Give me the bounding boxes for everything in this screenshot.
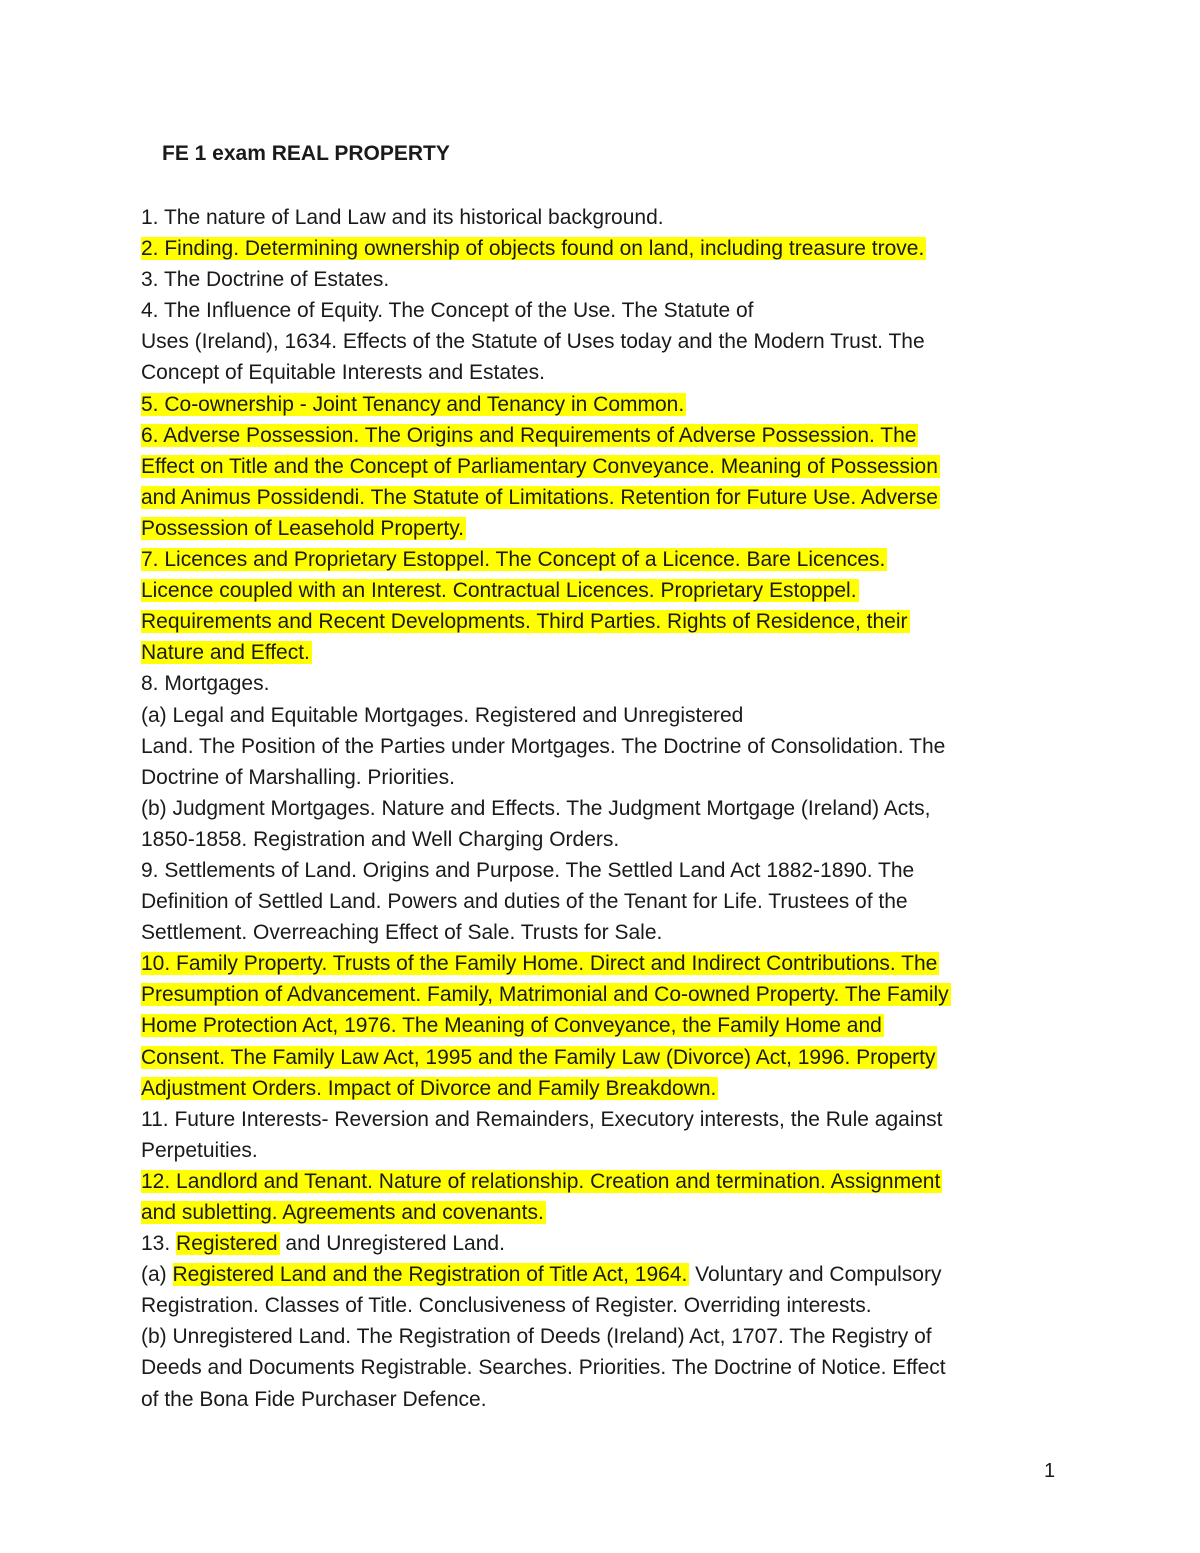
text-line — [141, 357, 1061, 388]
text-segment: Deeds and Documents Registrable. Searches. Priorities. The Doctrine of Notice. Effect — [141, 1356, 946, 1380]
text-segment: 11. Future Interests- Reversion and Remainders, Executory interests, the Rule against — [141, 1107, 943, 1131]
text-segment: Uses (Ireland), 1634. Effects of the Statute of Uses today and the Modern Trust. The — [141, 330, 925, 354]
highlighted-text: Registered Land and the Registration of Title Act, 1964. — [172, 1263, 688, 1287]
text-line — [141, 855, 1061, 886]
text-line — [141, 202, 1061, 233]
highlighted-text: 6. Adverse Possession. The Origins and Requirements of Adverse Possession. The — [141, 423, 917, 447]
text-line — [141, 1259, 1061, 1290]
highlighted-text: 7. Licences and Proprietary Estoppel. The Concept of a Licence. Bare Licences. — [141, 548, 886, 572]
text-segment: 9. Settlements of Land. Origins and Purpose. The Settled Land Act 1882-1890. The — [141, 858, 915, 882]
text-line — [141, 295, 1061, 326]
highlighted-text: Presumption of Advancement. Family, Matrimonial and Co-owned Property. The Family — [141, 983, 949, 1007]
text-segment: (b) Judgment Mortgages. Nature and Effects. The Judgment Mortgage (Ireland) Acts, — [141, 796, 931, 820]
text-line — [141, 824, 1061, 855]
highlighted-text: Effect on Title and the Concept of Parliamentary Conveyance. Meaning of Possession — [141, 454, 938, 478]
highlighted-text: 2. Finding. Determining ownership of objects found on land, including treasure trove. — [141, 237, 925, 261]
text-segment: 4. The Influence of Equity. The Concept of the Use. The Statute of — [141, 299, 754, 323]
text-line — [141, 1166, 1061, 1197]
text-segment: (a) — [141, 1263, 173, 1287]
text-line — [141, 793, 1061, 824]
text-segment: Perpetuities. — [141, 1138, 258, 1162]
text-segment: Definition of Settled Land. Powers and duties of the Tenant for Life. Trustees of the — [141, 890, 908, 914]
text-line — [141, 1290, 1061, 1321]
text-segment: Registration. Classes of Title. Conclusiveness of Register. Overriding interests. — [141, 1294, 872, 1318]
text-line — [141, 451, 1061, 482]
text-line — [141, 233, 1061, 264]
text-line — [141, 544, 1061, 575]
text-line — [141, 1010, 1061, 1041]
text-line — [141, 1384, 1061, 1415]
text-segment: (a) Legal and Equitable Mortgages. Registered and Unregistered — [141, 703, 744, 727]
text-segment: 13. — [141, 1232, 177, 1256]
highlighted-text: Home Protection Act, 1976. The Meaning of Conveyance, the Family Home and — [141, 1014, 882, 1038]
text-segment: Settlement. Overreaching Effect of Sale. Trusts for Sale. — [141, 921, 663, 945]
text-line — [141, 264, 1061, 295]
text-line — [141, 1228, 1061, 1259]
text-line — [141, 575, 1061, 606]
text-segment: Land. The Position of the Parties under Mortgages. The Doctrine of Consolidation. The — [141, 734, 946, 758]
highlighted-text: and Animus Possidendi. The Statute of Limitations. Retention for Future Use. Adverse — [141, 485, 938, 509]
text-line — [141, 326, 1061, 357]
highlighted-text: Nature and Effect. — [141, 641, 310, 665]
text-line — [141, 606, 1061, 637]
text-line — [141, 637, 1061, 668]
text-segment: 3. The Doctrine of Estates. — [141, 268, 390, 292]
text-line — [141, 762, 1061, 793]
text-line — [141, 886, 1061, 917]
text-segment: (b) Unregistered Land. The Registration of Deeds (Ireland) Act, 1707. The Registry of — [141, 1325, 932, 1349]
text-line — [141, 1352, 1061, 1383]
text-line — [141, 731, 1061, 762]
document-body — [141, 202, 1061, 1415]
text-line — [141, 420, 1061, 451]
highlighted-text: 12. Landlord and Tenant. Nature of relationship. Creation and termination. Assignment — [141, 1169, 941, 1193]
page-number: 1 — [1044, 1460, 1056, 1482]
text-line — [141, 1197, 1061, 1228]
highlighted-text: Registered — [176, 1232, 278, 1256]
text-line — [141, 948, 1061, 979]
highlighted-text: Adjustment Orders. Impact of Divorce and Family Breakdown. — [141, 1076, 717, 1100]
text-segment: 8. Mortgages. — [141, 672, 270, 696]
text-line — [141, 1104, 1061, 1135]
highlighted-text: Consent. The Family Law Act, 1995 and the Family Law (Divorce) Act, 1996. Property — [141, 1045, 936, 1069]
text-line — [141, 1073, 1061, 1104]
document-title: FE 1 exam REAL PROPERTY — [162, 142, 450, 165]
text-segment: Voluntary and Compulsory — [689, 1263, 942, 1287]
highlighted-text: 5. Co-ownership - Joint Tenancy and Tenancy in Common. — [141, 392, 685, 416]
highlighted-text: Licence coupled with an Interest. Contractual Licences. Proprietary Estoppel. — [141, 579, 857, 603]
highlighted-text: and subletting. Agreements and covenants. — [141, 1201, 544, 1224]
text-line — [141, 1135, 1061, 1166]
highlighted-text: Possession of Leasehold Property. — [141, 516, 464, 540]
text-segment: 1. The nature of Land Law and its historical background. — [141, 206, 664, 229]
highlighted-text: Requirements and Recent Developments. Third Parties. Rights of Residence, their — [141, 610, 908, 634]
text-line — [141, 668, 1061, 699]
text-line — [141, 1042, 1061, 1073]
text-segment: 1850-1858. Registration and Well Charging Orders. — [141, 827, 620, 851]
text-segment: Doctrine of Marshalling. Priorities. — [141, 765, 455, 789]
text-line — [141, 979, 1061, 1010]
text-line — [141, 700, 1061, 731]
text-segment: Concept of Equitable Interests and Estates. — [141, 361, 545, 385]
text-line — [141, 482, 1061, 513]
text-line — [141, 513, 1061, 544]
text-segment: and Unregistered Land. — [279, 1232, 505, 1256]
text-segment: of the Bona Fide Purchaser Defence. — [141, 1387, 487, 1411]
text-line — [141, 917, 1061, 948]
text-line — [141, 389, 1061, 420]
text-line — [141, 1321, 1061, 1352]
highlighted-text: 10. Family Property. Trusts of the Family Home. Direct and Indirect Contributions. The — [141, 952, 938, 976]
